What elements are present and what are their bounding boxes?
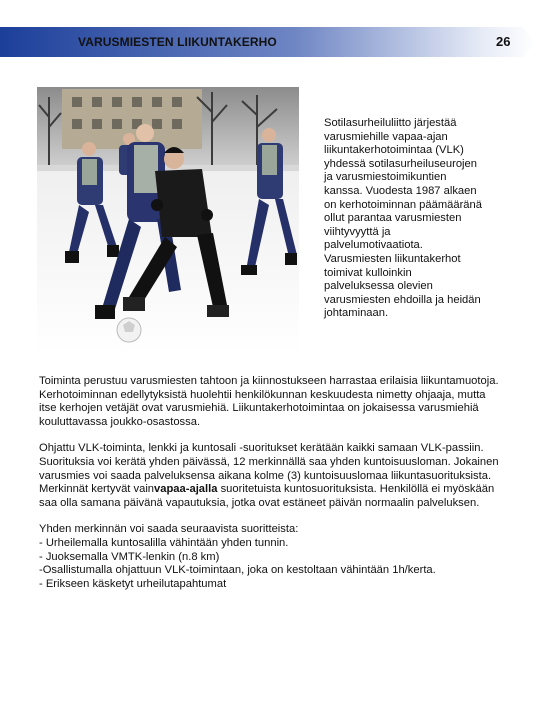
list-item: -Osallistumalla ohjattuun VLK-toimintaan, joka on kestoltaan vähintään 1h/kerta. [39, 564, 436, 577]
header-bar [0, 27, 536, 57]
list-item: - Urheilemalla kuntosalilla vähintään yhden tunnin. [39, 536, 289, 549]
list-intro: Yhden merkinnän voi saada seuraavista suoritteista: [39, 523, 299, 536]
side-paragraph [324, 117, 484, 321]
page-number: 26 [496, 34, 511, 49]
paragraph-2-after: suoritetuista kuntosuorituksista. Henkilöllä ei myöskään saa olla samana päivänä vapautuksia, jotka ovat estäneet päivän normaalin palveluksen. [39, 483, 495, 509]
soccer-in-snow-photo [37, 87, 299, 355]
side-paragraph-text: Sotilasurheiluliitto järjestää varusmiehille vapaa-ajan liikuntakerhotoimintaa (VLK) yhdessä sotilasurheiluseurojen ja varusmiestoimikuntien kanssa. Vuodesta 1987 alkaen on kerhotoiminnan päämääränä ollut parantaa varusmiesten viihtyvyyttä ja palvelumotivaatiota. Varusmiesten liikuntakerhot toimivat kulloinkin palveluksessa olevien varusmiesten ehdoilla ja heidän johtaminaan. [324, 117, 482, 320]
list-item: - Juoksemalla VMTK-lenkin (n.8 km) [39, 550, 220, 563]
header-title: VARUSMIESTEN LIIKUNTAKERHO [78, 35, 277, 49]
paragraph-2-bold: vapaa-ajalla [154, 483, 218, 496]
body-text [39, 375, 499, 604]
paragraph-1: Toiminta perustuu varusmiesten tahtoon ja kiinnostukseen harrastaa erilaisia liikuntamuotoja. Kerhotoiminnan edellytyksistä huolehtii henkilökunnan keskuudesta nimetty ohjaaja, mutta itse kerhojen vetäjät ovat varusmiehiä. Liikuntakerhotoimintaa on jokaisessa varusmiehiä kouluttavassa joukko-osastossa. [39, 375, 499, 428]
list-block [39, 523, 499, 591]
paragraph-2-before: Ohjattu VLK-toiminta, lenkki ja kuntosali -suoritukset kerätään kaikki samaan VLK-passiin. Suorituksia voi kerätä yhden päivässä, 12 merkinnällä saa yhden kuntoisuusloman. Jokainen varusmies voi saada palveluksensa aikana kolme (3) kuntoisuuslomaa liikuntasuorituksista. Merkinnät kertyvät vain [39, 442, 499, 496]
list-item: - Erikseen käsketyt urheilutapahtumat [39, 577, 227, 590]
photo-illustration [37, 87, 299, 355]
paragraph-2 [39, 442, 499, 510]
